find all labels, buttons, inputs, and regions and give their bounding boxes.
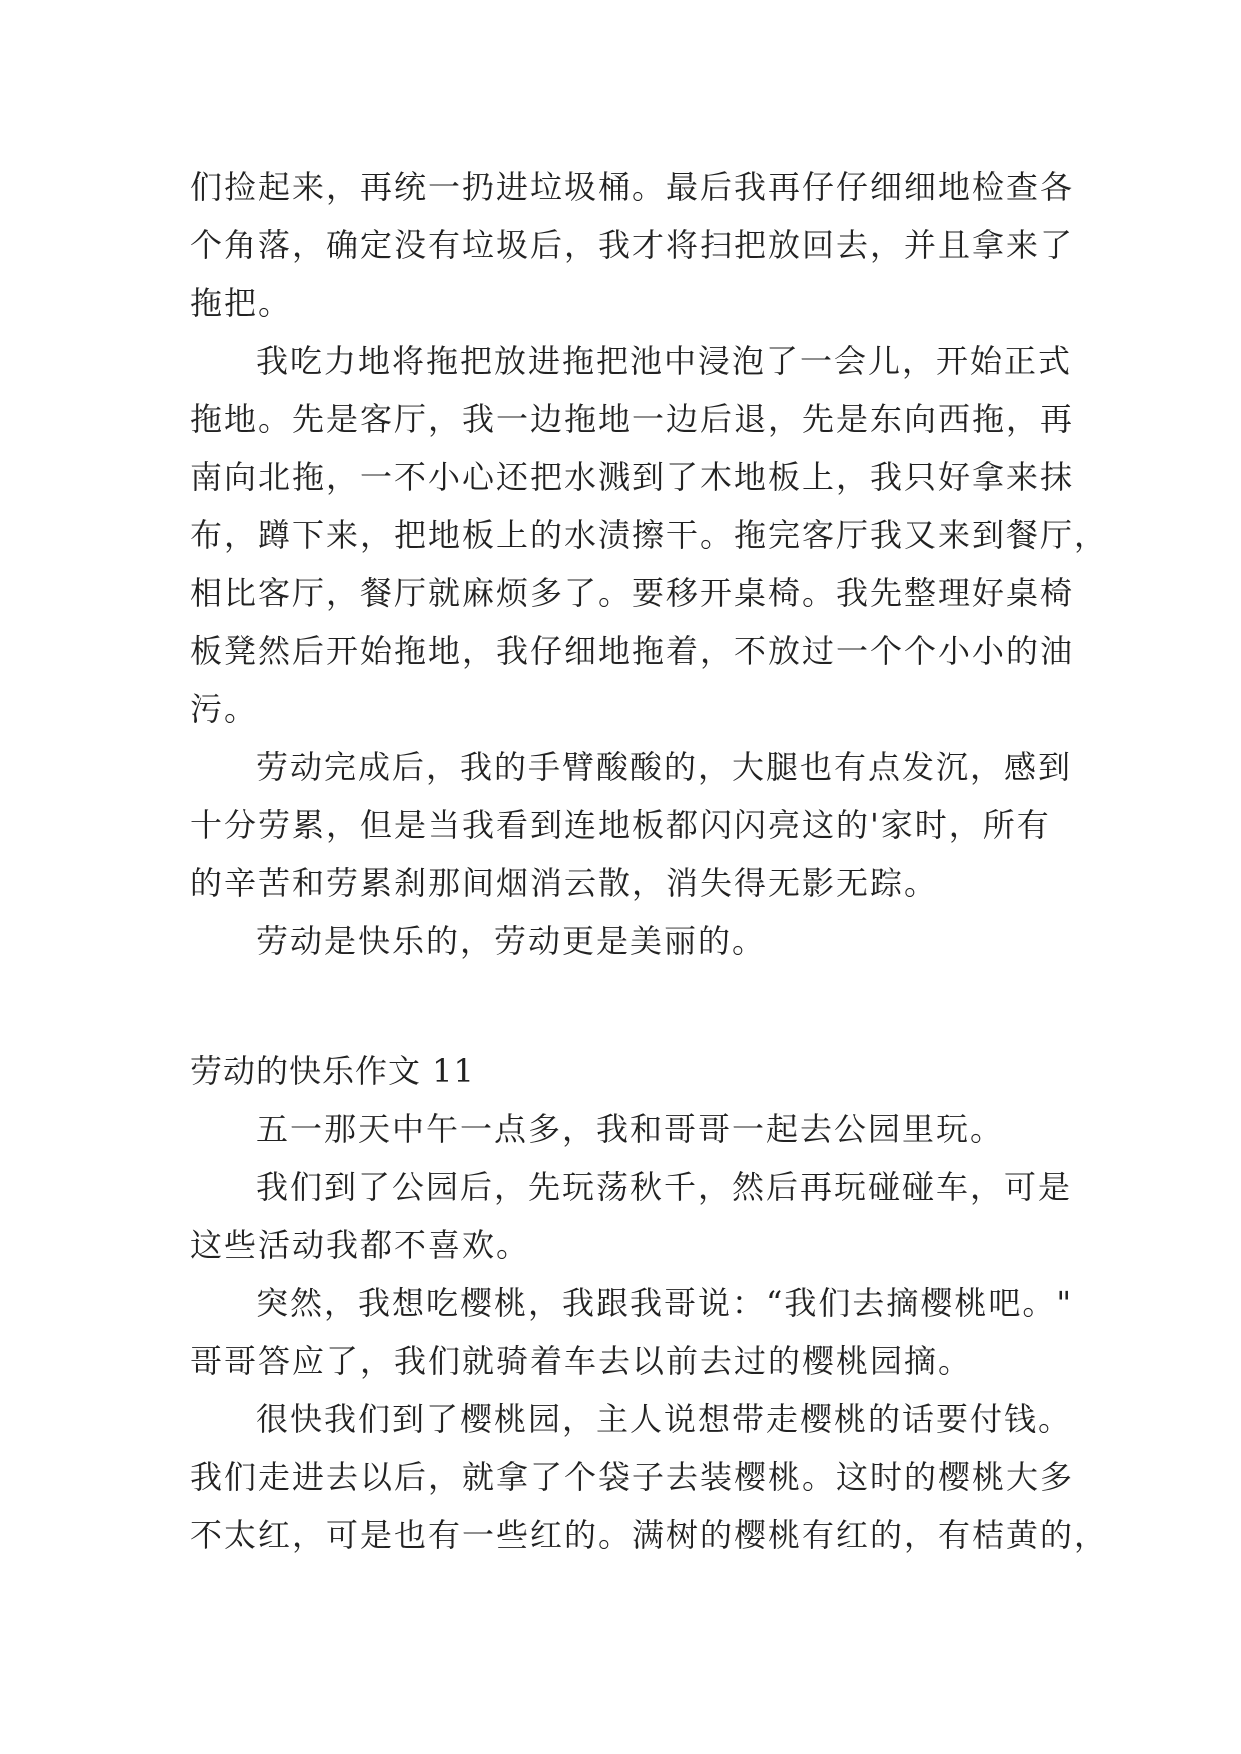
paragraph-2 [190,332,1109,738]
text-line: 突然，我想吃樱桃，我跟我哥说：“我们去摘樱桃吧。" [256,1284,1074,1322]
text-line: 个角落，确定没有垃圾后，我才将扫把放回去，并且拿来了 [190,226,1075,264]
text-line: 我们到了公园后，先玩荡秋千，然后再玩碰碰车，可是 [256,1168,1073,1206]
text-line: 劳动完成后，我的手臂酸酸的，大腿也有点发沉，感到 [256,748,1073,786]
text-line: 我们走进去以后，就拿了个袋子去装樱桃。这时的樱桃大多 [190,1458,1075,1496]
section-gap [190,970,1070,1042]
document-body [190,158,1109,1564]
text-line: 五一那天中午一点多，我和哥哥一起去公园里玩。 [256,1110,1005,1148]
paragraph-6 [190,1158,1073,1274]
paragraph-7 [190,1274,1074,1390]
text-line: 相比客厅，餐厅就麻烦多了。要移开桌椅。我先整理好桌椅 [190,574,1075,612]
text-line: 拖地。先是客厅，我一边拖地一边后退，先是东向西拖，再 [190,400,1075,438]
paragraph-8 [190,1390,1109,1564]
text-line: 布，蹲下来，把地板上的水渍擦干。拖完客厅我又来到餐厅， [190,516,1109,554]
paragraph-5 [190,1100,1070,1158]
text-line: 我吃力地将拖把放进拖把池中浸泡了一会儿，开始正式 [256,342,1073,380]
text-line: 很快我们到了樱桃园，主人说想带走樱桃的话要付钱。 [256,1400,1073,1438]
text-line: 劳动是快乐的，劳动更是美丽的。 [256,922,767,960]
text-line: 十分劳累，但是当我看到连地板都闪闪亮这的'家时，所有 [190,806,1051,844]
text-line: 污。 [190,690,259,728]
text-line: 们捡起来，再统一扔进垃圾桶。最后我再仔仔细细地检查各 [190,168,1075,206]
text-line: 这些活动我都不喜欢。 [190,1226,531,1264]
text-line: 的辛苦和劳累刹那间烟消云散，消失得无影无踪。 [190,864,939,902]
text-line: 南向北拖，一不小心还把水溅到了木地板上，我只好拿来抹 [190,458,1075,496]
text-line: 不太红，可是也有一些红的。满树的樱桃有红的，有桔黄的， [190,1516,1109,1554]
paragraph-3 [190,738,1073,912]
paragraph-4 [190,912,1070,970]
text-line: 拖把。 [190,284,293,322]
text-line: 哥哥答应了，我们就骑着车去以前去过的樱桃园摘。 [190,1342,973,1380]
essay-title: 劳动的快乐作文 11 [190,1052,475,1090]
paragraph-1 [190,158,1075,332]
text-line: 板凳然后开始拖地，我仔细地拖着，不放过一个个小小的油 [190,632,1075,670]
